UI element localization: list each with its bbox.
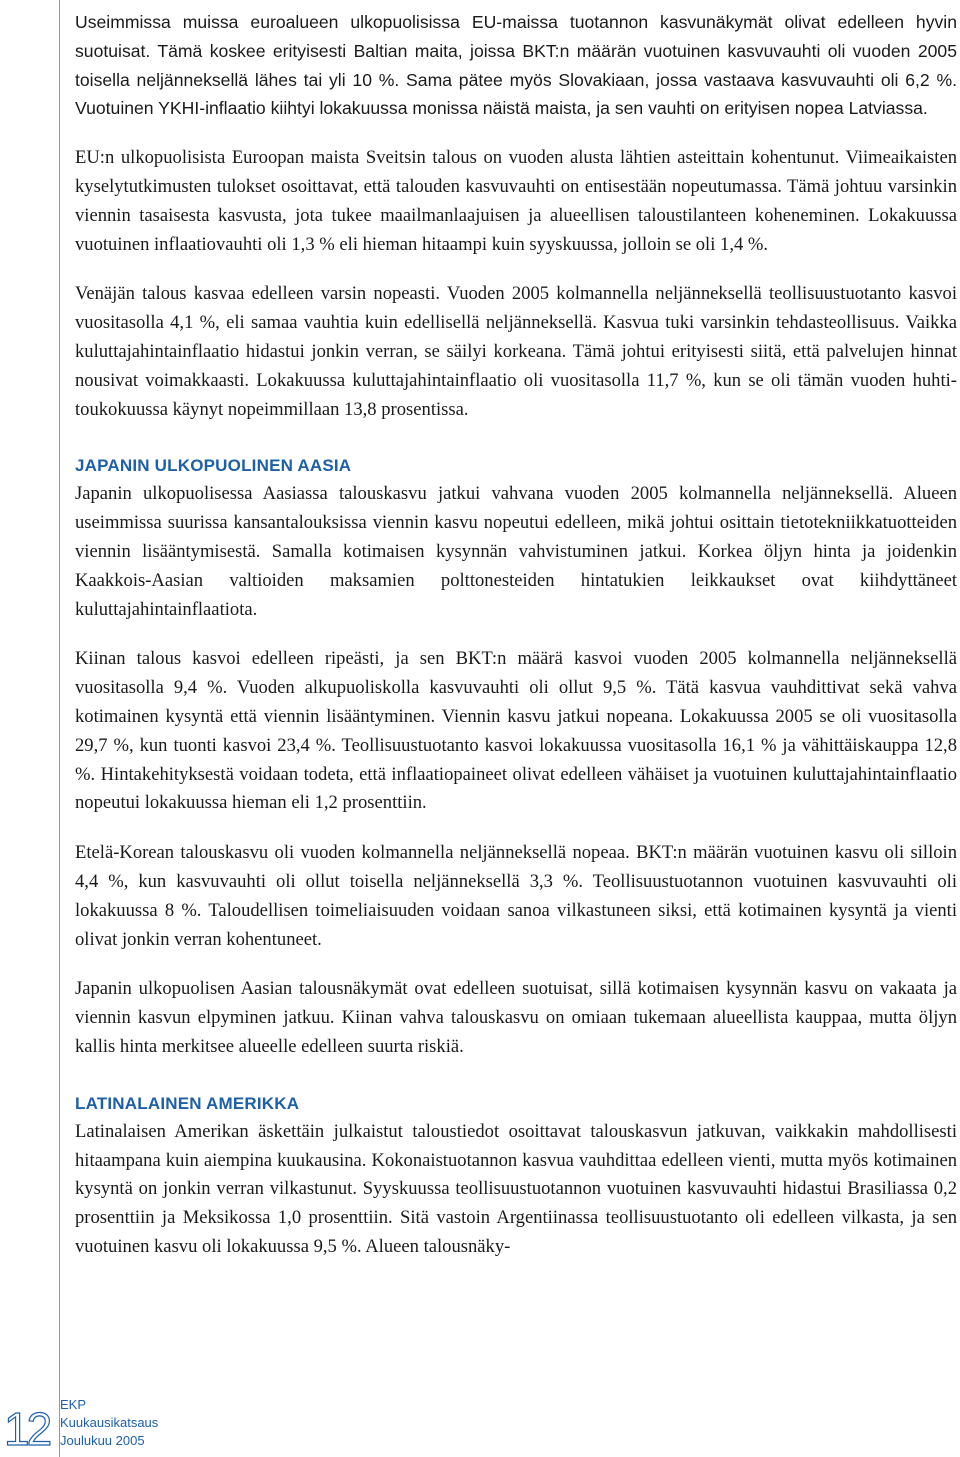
footer-publisher: EKP [60, 1397, 87, 1412]
paragraph-asia-overview: Japanin ulkopuolisessa Aasiassa talouskasvu jatkui vahvana vuoden 2005 kolmannella neljänneksellä. Alueen useimmissa suurissa kansantalouksissa viennin kasvu nopeutui edelleen, mikä johtui osittain tietotekniikkatuotteiden viennin lisääntymisestä. Samalla kotimaisen kysynnän vahvistuminen jatkui. Korkea öljyn hinta ja joidenkin Kaakkois-Aasian valtioiden maksamien polttonesteiden hintatukien leikkaukset ovat kiihdyttäneet kuluttajahintainflaatiota. [75, 483, 957, 620]
section-heading-latin-america: LATINALAINEN AMERIKKA [75, 1093, 300, 1113]
paragraph-south-korea: Etelä-Korean talouskasvu oli vuoden kolmannella neljänneksellä nopeaa. BKT:n määrän vuotuinen kasvu oli silloin 4,4 %, kun kasvuvauhti oli ollut toisella neljänneksellä 3,3 %. Teollisuustuotannon vuotuinen kasvuvauhti oli lokakuussa 8 %. Taloudellisen toimeliaisuuden voidaan sanoa vilkastuneen siksi, että kotimainen kysyntä ja vienti olivat jonkin verran kohentuneet. [75, 842, 957, 950]
section-heading-asia: JAPANIN ULKOPUOLINEN AASIA [75, 456, 352, 476]
paragraph-asia-outlook: Japanin ulkopuolisen Aasian talousnäkymät ovat edelleen suotuisat, sillä kotimaisen kysynnän kasvu on vakaata ja viennin kasvun elpyminen jatkuu. Kiinan vahva talouskasvu on omiaan tukemaan alueellista kauppaa, mutta öljyn kallis hinta merkitsee alueelle edelleen suurta riskiä. [75, 978, 957, 1057]
footer-publication-title: Kuukausikatsaus [60, 1415, 159, 1430]
paragraph-latin-america: Latinalaisen Amerikan äskettäin julkaistut taloustiedot osoittavat talouskasvun jatkuvan, vaikkakin mahdollisesti hitaampana kuin aiempina kuukausina. Kokonaistuotannon kasvua vauhdittaa edelleen vienti, mutta myös kotimainen kysyntä on jonkin verran vilkastunut. Syyskuussa teollisuustuotannon vuotuinen kasvuvauhti hidastui Brasiliassa 0,2 prosenttiin ja Meksikossa 1,0 prosenttiin. Sitä vastoin Argentiinassa teollisuustuotanto oli edelleen vilkasta, ja sen vuotuinen kasvu oli lokakuussa 9,5 %. Alueen talousnäky- [75, 1120, 957, 1257]
paragraph-eu-outside-euro: Useimmissa muissa euroalueen ulkopuolisissa EU-maissa tuotannon kasvunäkymät olivat edelleen hyvin suotuisat. Tämä koskee erityisesti Baltian maita, joissa BKT:n määrän vuotuinen kasvuvauhti oli vuoden 2005 toisella neljänneksellä lähes tai yli 10 %. Sama pätee myös Slovakiaan, jossa vastaava kasvuvauhti oli 6,2 %. Vuotuinen YKHI-inflaatio kiihtyi lokakuussa monissa näistä maista, ja sen vauhti on erityisen nopea Latviassa. [75, 12, 957, 119]
page-number: 12 [4, 1403, 50, 1455]
left-margin-rule [59, 0, 60, 1457]
paragraph-china: Kiinan talous kasvoi edelleen ripeästi, ja sen BKT:n määrä kasvoi vuoden 2005 kolmannella neljänneksellä vuositasolla 9,4 %. Vuoden alkupuoliskolla kasvuvauhti oli ollut 9,5 %. Tätä kasvua vauhdittivat sekä vahva kotimainen kysyntä että viennin lisääntyminen. Viennin kasvu jatkui nopeana. Lokakuussa 2005 se oli vuositasolla 29,7 %, kun tuonti kasvoi 23,4 %. Teollisuustuotanto kasvoi lokakuussa vuositasolla 16,1 % ja vähittäiskauppa 12,8 %. Hintakehityksestä voidaan todeta, että inflaatiopaineet olivat edelleen vähäiset ja vuotuinen kuluttajahintainflaatio nopeutui lokakuussa hieman eli 1,2 prosenttiin. [75, 648, 957, 814]
footer-issue-date: Joulukuu 2005 [60, 1433, 145, 1448]
page-footer [0, 1388, 200, 1457]
paragraph-switzerland: EU:n ulkopuolisista Euroopan maista Sveitsin talous on vuoden alusta lähtien asteittain kohentunut. Viimeaikaisten kyselytutkimusten tulokset osoittavat, että talouden kasvuvauhti on entisestään nopeutumassa. Tämä johtuu varsinkin viennin tasaisesta kasvusta, jota tukee maailmanlaajuisen ja alueellisen taloustilanteen koheneminen. Lokakuussa vuotuinen inflaatiovauhti oli 1,3 % eli hieman hitaampi kuin syyskuussa, jolloin se oli 1,4 %. [75, 147, 957, 255]
page-body [75, 8, 957, 1283]
paragraph-russia: Venäjän talous kasvaa edelleen varsin nopeasti. Vuoden 2005 kolmannella neljänneksellä teollisuustuotanto kasvoi vuositasolla 4,1 %, eli samaa vauhtia kuin edellisellä neljänneksellä. Kasvua tuki varsinkin tehdasteollisuus. Vaikka kuluttajahintainflaatio hidastui jonkin verran, se säilyi korkeana. Tämä johtui erityisesti siitä, että palvelujen hinnat nousivat voimakkaasti. Lokakuussa kuluttajahintainflaatio oli vuositasolla 11,7 %, kun se oli tämän vuoden huhti-toukokuussa käynyt nopeimmillaan 13,8 prosentissa. [75, 283, 957, 420]
footer-publication-info [60, 1396, 158, 1450]
